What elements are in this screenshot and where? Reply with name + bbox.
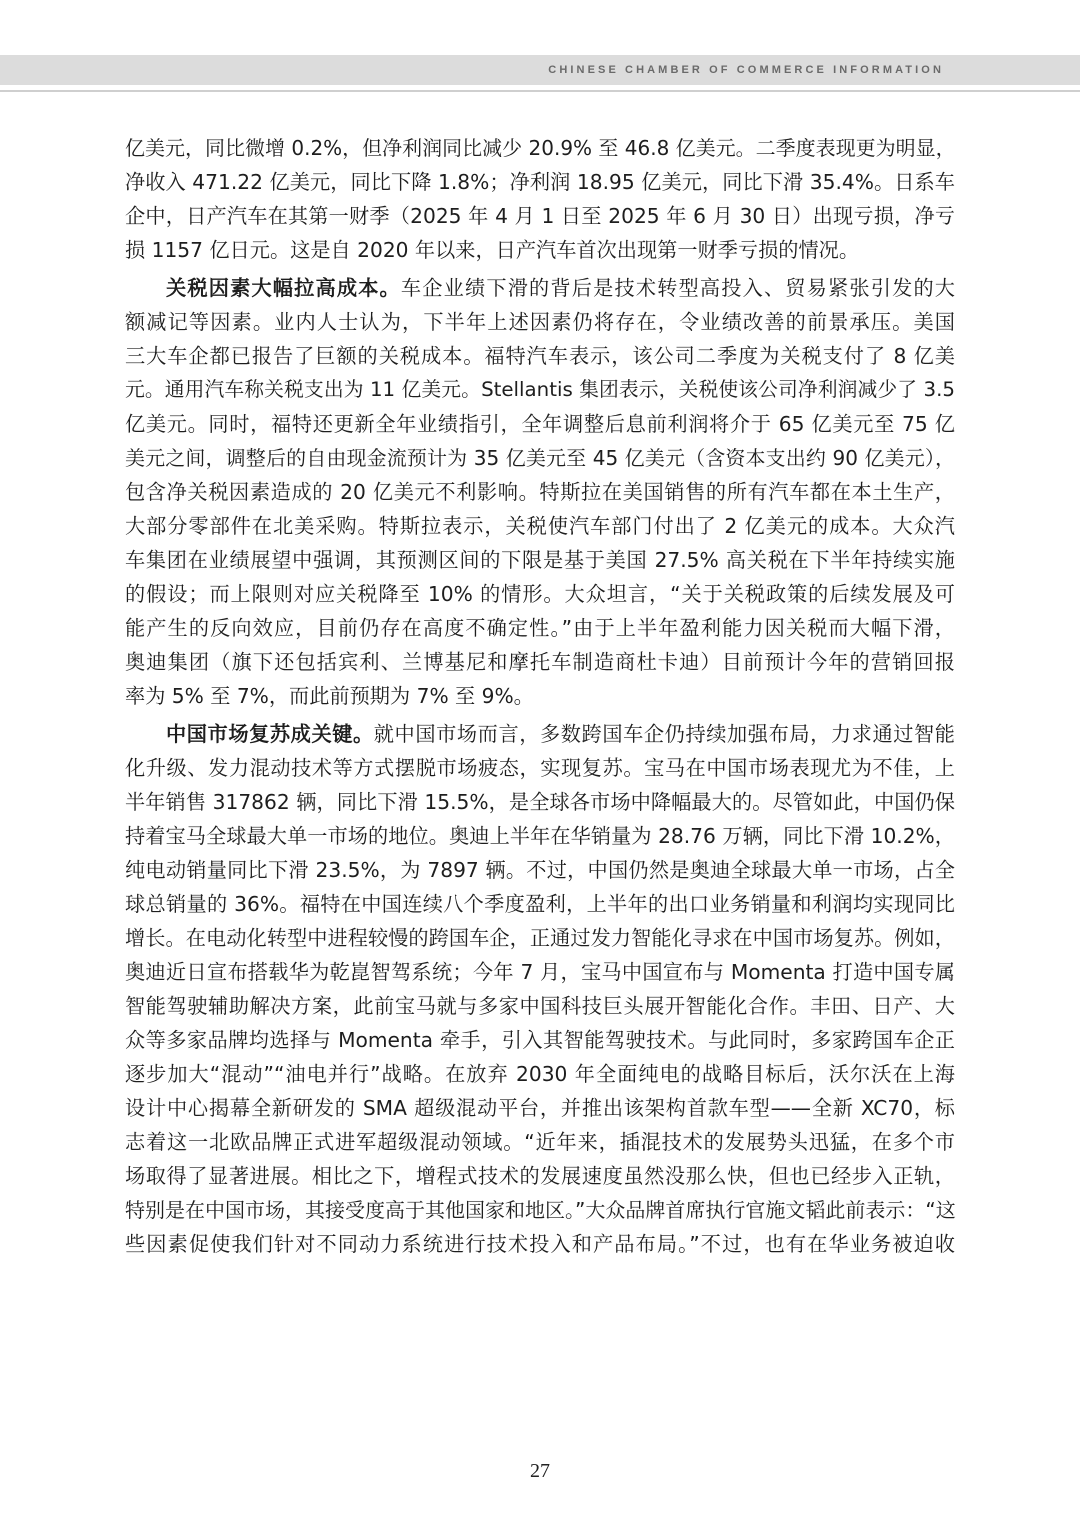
text-line: 大部分零部件在北美采购。特斯拉表示，关税使汽车部门付出了 2 亿美元的成本。大众汽 bbox=[125, 514, 955, 538]
text-line: 场取得了显著进展。相比之下，增程式技术的发展速度虽然没那么快，但也已经步入正轨， bbox=[125, 1164, 955, 1188]
text-fragment: 就中国市场而言，多数跨国车企仍持续加强布局，力求通过智能 bbox=[373, 722, 955, 746]
text-line: 纯电动销量同比下滑 23.5%，为 7897 辆。不过，中国仍然是奥迪全球最大单一市场，占全 bbox=[125, 858, 955, 882]
text-line: 设计中心揭幕全新研发的 SMA 超级混动平台，并推出该架构首款车型——全新 XC70，标 bbox=[125, 1096, 955, 1120]
text-line: 志着这一北欧品牌正式进军超级混动领域。“近年来，插混技术的发展势头迅猛，在多个市 bbox=[125, 1130, 955, 1154]
paragraph-heading: 关税因素大幅拉高成本。 bbox=[166, 276, 401, 300]
text-line: 损 1157 亿日元。这是自 2020 年以来，日产汽车首次出现第一财季亏损的情况。 bbox=[125, 238, 860, 262]
text-line: 增长。在电动化转型中进程较慢的跨国车企，正通过发力智能化寻求在中国市场复苏。例如， bbox=[125, 926, 955, 950]
text-line bbox=[125, 717, 955, 751]
text-line: 球总销量的 36%。福特在中国连续八个季度盈利，上半年的出口业务销量和利润均实现同比 bbox=[125, 892, 955, 916]
text-line: 众等多家品牌均选择与 Momenta 牵手，引入其智能驾驶技术。与此同时，多家跨国车企正 bbox=[125, 1028, 955, 1052]
header-divider bbox=[0, 90, 1080, 92]
text-line: 率为 5% 至 7%，而此前预期为 7% 至 9%。 bbox=[125, 684, 534, 708]
text-line: 奥迪集团（旗下还包括宾利、兰博基尼和摩托车制造商杜卡迪）目前预计今年的营销回报 bbox=[125, 650, 955, 674]
page-number: 27 bbox=[530, 1460, 550, 1482]
text-line: 亿美元，同比微增 0.2%，但净利润同比减少 20.9% 至 46.8 亿美元。二季度表现更为明显， bbox=[125, 136, 956, 160]
paragraph-china-market bbox=[125, 717, 955, 1261]
text-line: 化升级、发力混动技术等方式摆脱市场疲态，实现复苏。宝马在中国市场表现尤为不佳，上 bbox=[125, 756, 955, 780]
text-line: 企中，日产汽车在其第一财季（2025 年 4 月 1 日至 2025 年 6 月 30 日）出现亏损，净亏 bbox=[125, 204, 955, 228]
text-line: 智能驾驶辅助解决方案，此前宝马就与多家中国科技巨头展开智能化合作。丰田、日产、大 bbox=[125, 994, 955, 1018]
text-line: 持着宝马全球最大单一市场的地位。奥迪上半年在华销量为 28.76 万辆，同比下滑 10.2%， bbox=[125, 824, 955, 848]
text-line: 奥迪近日宣布搭载华为乾崑智驾系统；今年 7 月，宝马中国宣布与 Momenta 打造中国专属 bbox=[125, 960, 955, 984]
header-title: CHINESE CHAMBER OF COMMERCE INFORMATION bbox=[548, 64, 944, 76]
text-line: 特别是在中国市场，其接受度高于其他国家和地区。”大众品牌首席执行官施文韬此前表示：“这 bbox=[125, 1198, 956, 1222]
text-line: 车集团在业绩展望中强调，其预测区间的下限是基于美国 27.5% 高关税在下半年持续实施 bbox=[125, 548, 955, 572]
text-line: 额减记等因素。业内人士认为，下半年上述因素仍将存在，令业绩改善的前景承压。美国 bbox=[125, 310, 955, 334]
paragraph-continuation bbox=[125, 131, 955, 267]
text-line: 元。通用汽车称关税支出为 11 亿美元。Stellantis 集团表示，关税使该公司净利润减少了 3.5 bbox=[125, 378, 955, 401]
text-line: 美元之间，调整后的自由现金流预计为 35 亿美元至 45 亿美元（含资本支出约 90 亿美元）， bbox=[125, 446, 955, 470]
text-line: 的假设；而上限则对应关税降至 10% 的情形。大众坦言，“关于关税政策的后续发展及可 bbox=[125, 582, 955, 606]
text-line: 包含净关税因素造成的 20 亿美元不利影响。特斯拉在美国销售的所有汽车都在本土生产， bbox=[125, 480, 955, 504]
text-line bbox=[125, 271, 955, 305]
text-line: 些因素促使我们针对不同动力系统进行技术投入和产品布局。”不过，也有在华业务被迫收 bbox=[125, 1232, 955, 1256]
article-body bbox=[125, 131, 955, 1261]
text-line: 能产生的反向效应，目前仍存在高度不确定性。”由于上半年盈利能力因关税而大幅下滑， bbox=[125, 616, 955, 640]
text-line: 净收入 471.22 亿美元，同比下降 1.8%；净利润 18.95 亿美元，同比下滑 35.4%。日系车 bbox=[125, 170, 955, 194]
text-line: 亿美元。同时，福特还更新全年业绩指引，全年调整后息前利润将介于 65 亿美元至 75 亿 bbox=[125, 412, 955, 436]
text-line: 半年销售 317862 辆，同比下滑 15.5%，是全球各市场中降幅最大的。尽管如此，中国仍保 bbox=[125, 790, 955, 814]
text-fragment: 车企业绩下滑的背后是技术转型高投入、贸易紧张引发的大 bbox=[400, 276, 955, 300]
paragraph-heading: 中国市场复苏成关键。 bbox=[166, 722, 374, 746]
text-line: 逐步加大“混动”“油电并行”战略。在放弃 2030 年全面纯电的战略目标后，沃尔沃在上海 bbox=[125, 1062, 955, 1086]
paragraph-tariff-costs bbox=[125, 271, 955, 713]
text-line: 三大车企都已报告了巨额的关税成本。福特汽车表示，该公司二季度为关税支付了 8 亿美 bbox=[125, 344, 955, 368]
